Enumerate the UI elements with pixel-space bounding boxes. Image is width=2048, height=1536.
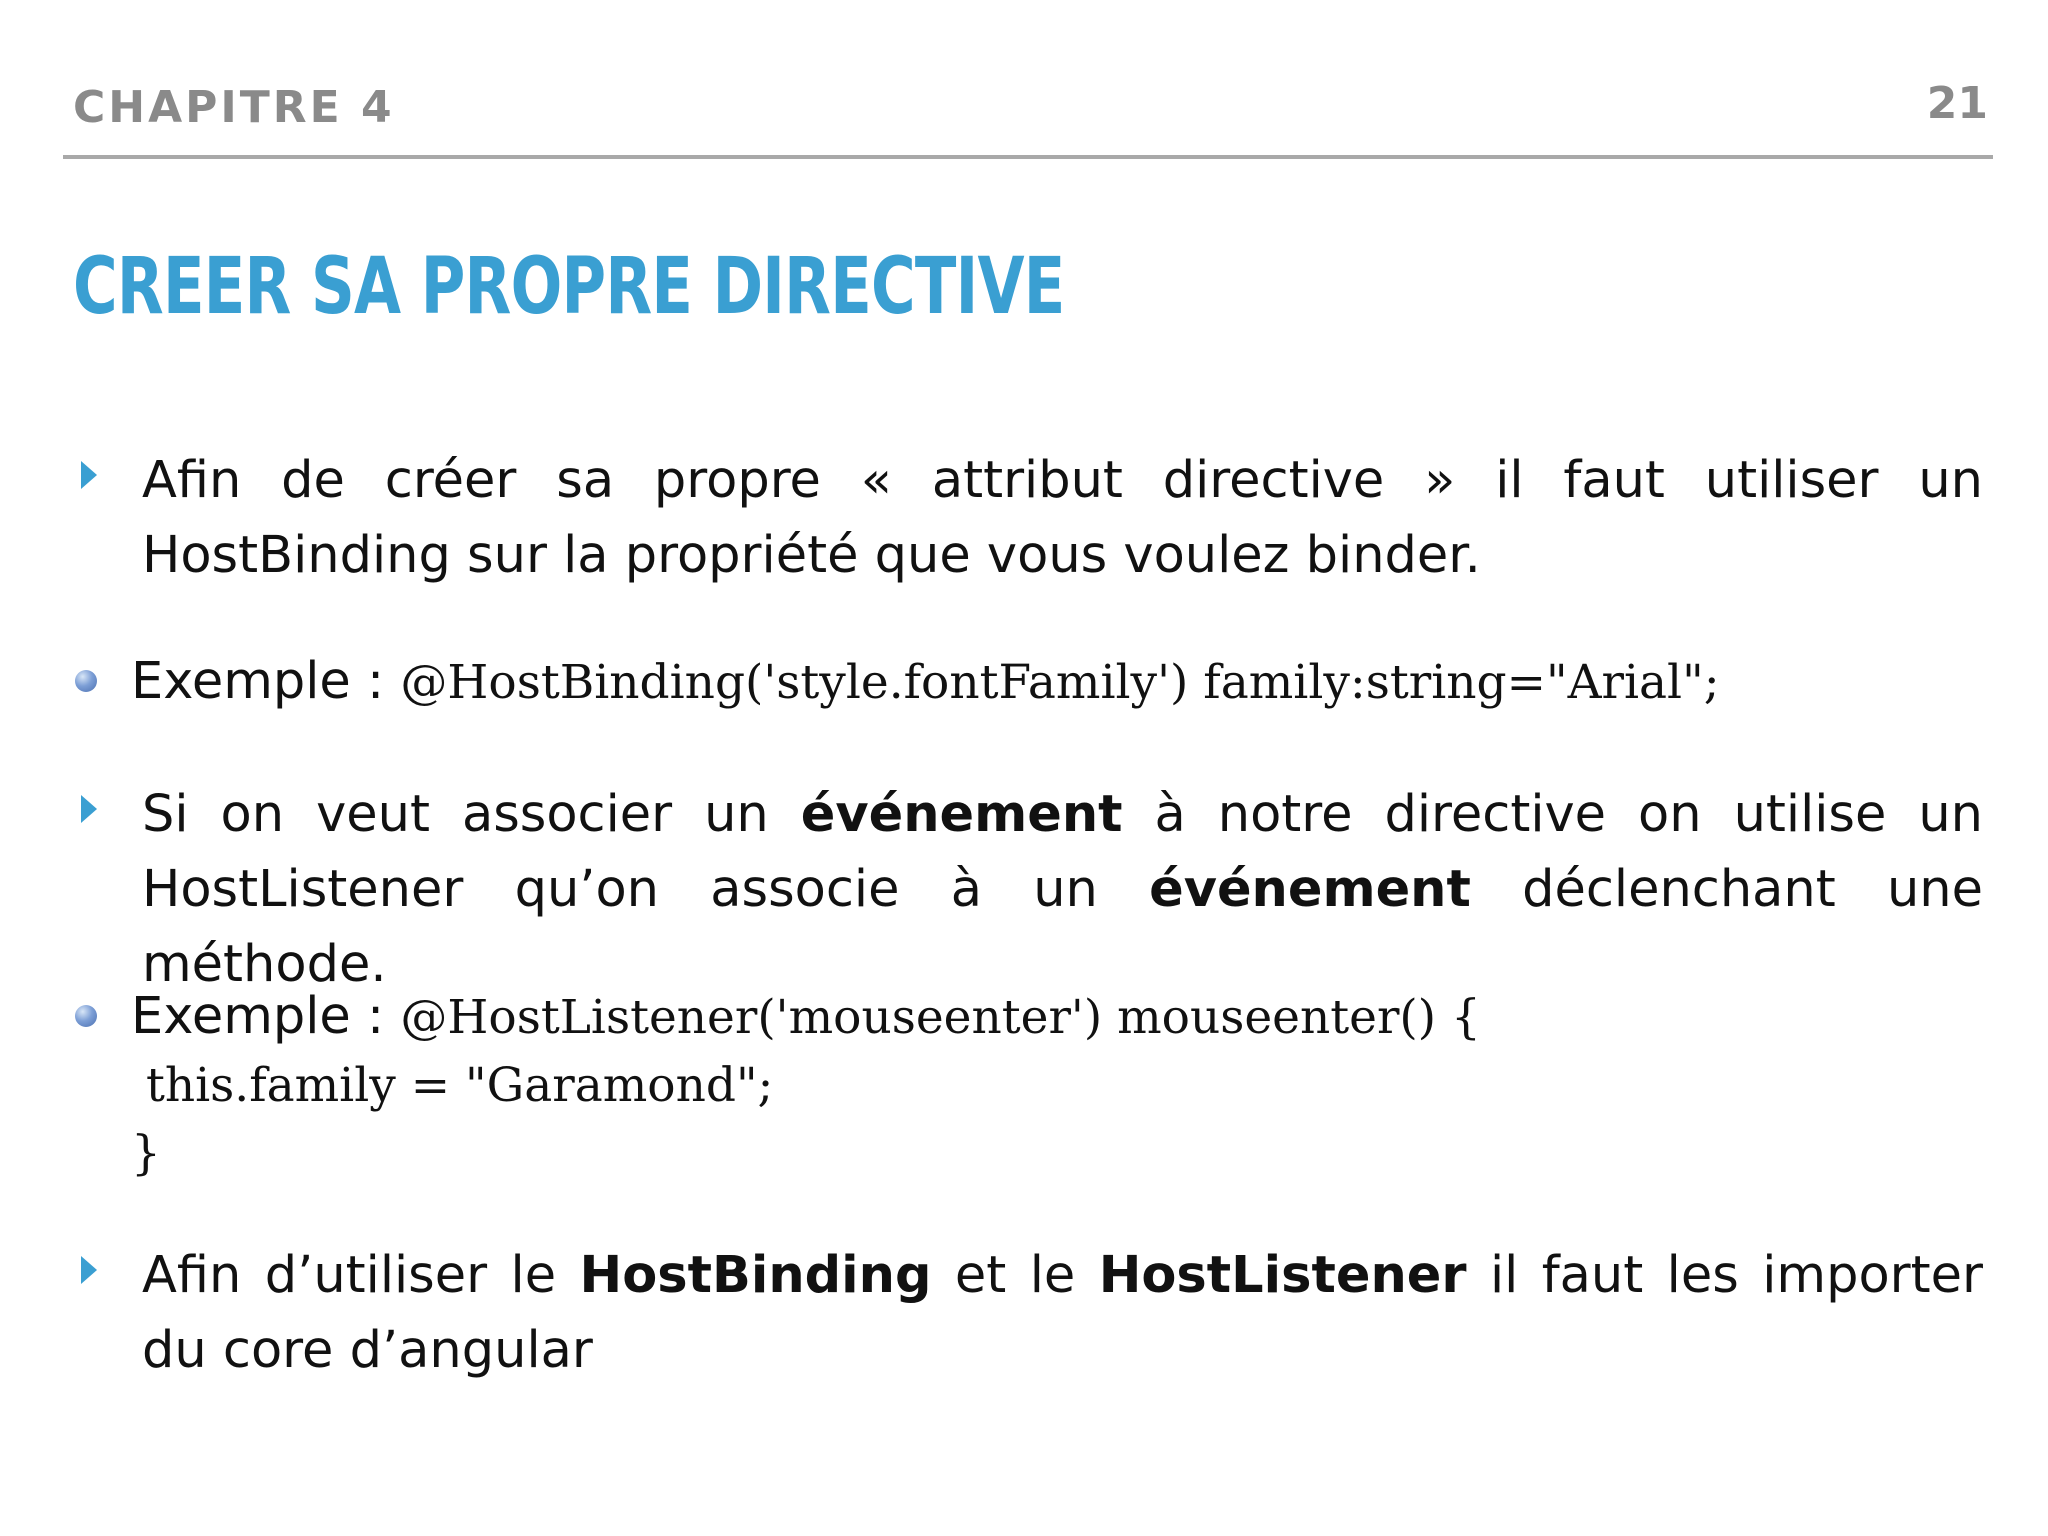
example-label: Exemple : bbox=[131, 987, 401, 1046]
blue-sphere-bullet-icon bbox=[75, 670, 97, 692]
example-label: Exemple : bbox=[131, 652, 401, 711]
bullet-item-2 bbox=[73, 777, 1983, 1002]
triangle-right-icon bbox=[81, 1256, 97, 1284]
bullet-text-3: Afin d’utiliser le HostBinding et le HostListener il faut les importer du core d’angular bbox=[142, 1246, 1983, 1380]
code-snippet-hostbinding: @HostBinding('style.fontFamily') family:string="Arial"; bbox=[400, 655, 1720, 710]
triangle-right-icon bbox=[81, 461, 97, 489]
bullet-item-3 bbox=[73, 1238, 1983, 1388]
chapter-label: CHAPITRE 4 bbox=[73, 82, 395, 133]
bullet-item-1 bbox=[73, 443, 1983, 593]
bold-term: HostBinding bbox=[579, 1246, 932, 1305]
code-line-2: this.family = "Garamond"; bbox=[131, 1058, 774, 1113]
slide-title: CREER SA PROPRE DIRECTIVE bbox=[73, 242, 1065, 332]
blue-sphere-bullet-icon bbox=[75, 1005, 97, 1027]
triangle-right-icon bbox=[81, 795, 97, 823]
bold-term: HostListener bbox=[1098, 1246, 1467, 1305]
header-divider bbox=[63, 155, 1993, 159]
example-item-1 bbox=[73, 648, 1983, 717]
example-text-1 bbox=[131, 648, 1983, 717]
bold-term: événement bbox=[800, 785, 1123, 844]
code-line-1: @HostListener('mouseenter') mouseenter() { bbox=[400, 990, 1481, 1045]
bold-term: événement bbox=[1149, 860, 1471, 919]
bullet-text-1: Afin de créer sa propre « attribut directive » il faut utiliser un HostBinding sur la propriété que vous voulez binder. bbox=[142, 451, 1983, 585]
page-number: 21 bbox=[1926, 78, 1988, 129]
example-text-2 bbox=[131, 983, 1983, 1188]
example-item-2 bbox=[73, 983, 1983, 1188]
code-line-3: } bbox=[131, 1126, 161, 1181]
bullet-text-2: Si on veut associer un événement à notre directive on utilise un HostListener qu’on associe à un événement déclenchant une méthode. bbox=[142, 785, 1984, 994]
